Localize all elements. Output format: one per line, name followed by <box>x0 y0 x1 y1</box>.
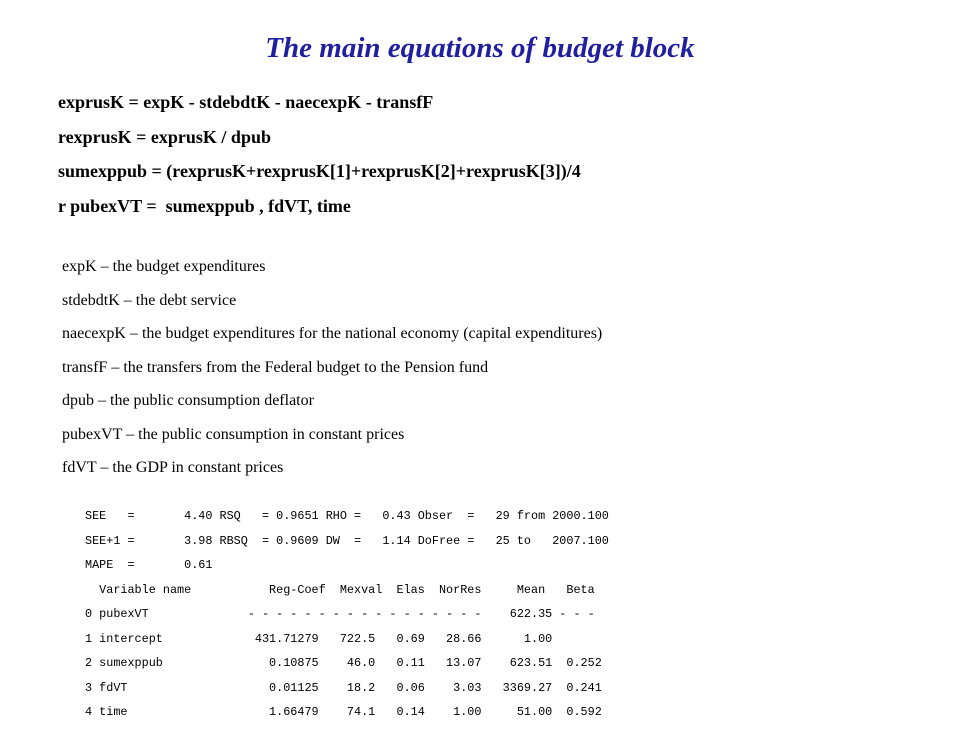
definitions-list <box>62 257 602 492</box>
equation-line: exprusK = expK - stdebdtK - naecexpK - transfF <box>58 92 434 112</box>
equation-line: r pubexVT = sumexppub , fdVT, time <box>58 195 351 216</box>
regression-table-row: 0 pubexVT - - - - - - - - - - - - - - - - - 622.35 - - - <box>85 607 595 621</box>
definition-item: fdVT – the GDP in constant prices <box>62 459 284 476</box>
regression-table-header: Variable name Reg-Coef Mexval Elas NorRes Mean Beta <box>85 582 595 597</box>
equation-line: rexprusK = exprusK / dpub <box>58 126 271 147</box>
equation-line: sumexppub = (rexprusK+rexprusK[1]+rexprusK[2]+rexprusK[3])/4 <box>58 161 581 181</box>
stats-summary-line: MAPE = 0.61 <box>85 558 213 572</box>
definition-item: dpub – the public consumption deflator <box>62 392 314 409</box>
equations-block <box>58 90 581 228</box>
regression-table-row: 4 time 1.66479 74.1 0.14 1.00 51.00 0.592 <box>85 705 602 719</box>
regression-table-row: 1 intercept 431.71279 722.5 0.69 28.66 1.00 <box>85 631 553 646</box>
definition-item: stdebdtK – the debt service <box>62 291 237 309</box>
stats-summary-line: SEE = 4.40 RSQ = 0.9651 RHO = 0.43 Obser = 29 from 2000.100 <box>85 509 609 523</box>
page-title: The main equations of budget block <box>265 32 695 64</box>
regression-table-row: 3 fdVT 0.01125 18.2 0.06 3.03 3369.27 0.241 <box>85 680 602 695</box>
definition-item: naecexpK – the budget expenditures for the national economy (capital expenditures) <box>62 325 603 342</box>
regression-table-row: 2 sumexppub 0.10875 46.0 0.11 13.07 623.51 0.252 <box>85 656 602 670</box>
definition-item: transfF – the transfers from the Federal budget to the Pension fund <box>62 358 489 376</box>
stats-summary-line: SEE+1 = 3.98 RBSQ = 0.9609 DW = 1.14 DoFree = 25 to 2007.100 <box>85 533 609 548</box>
definition-item: pubexVT – the public consumption in constant prices <box>62 425 405 443</box>
regression-output <box>85 508 609 729</box>
definition-item: expK – the budget expenditures <box>62 258 266 275</box>
